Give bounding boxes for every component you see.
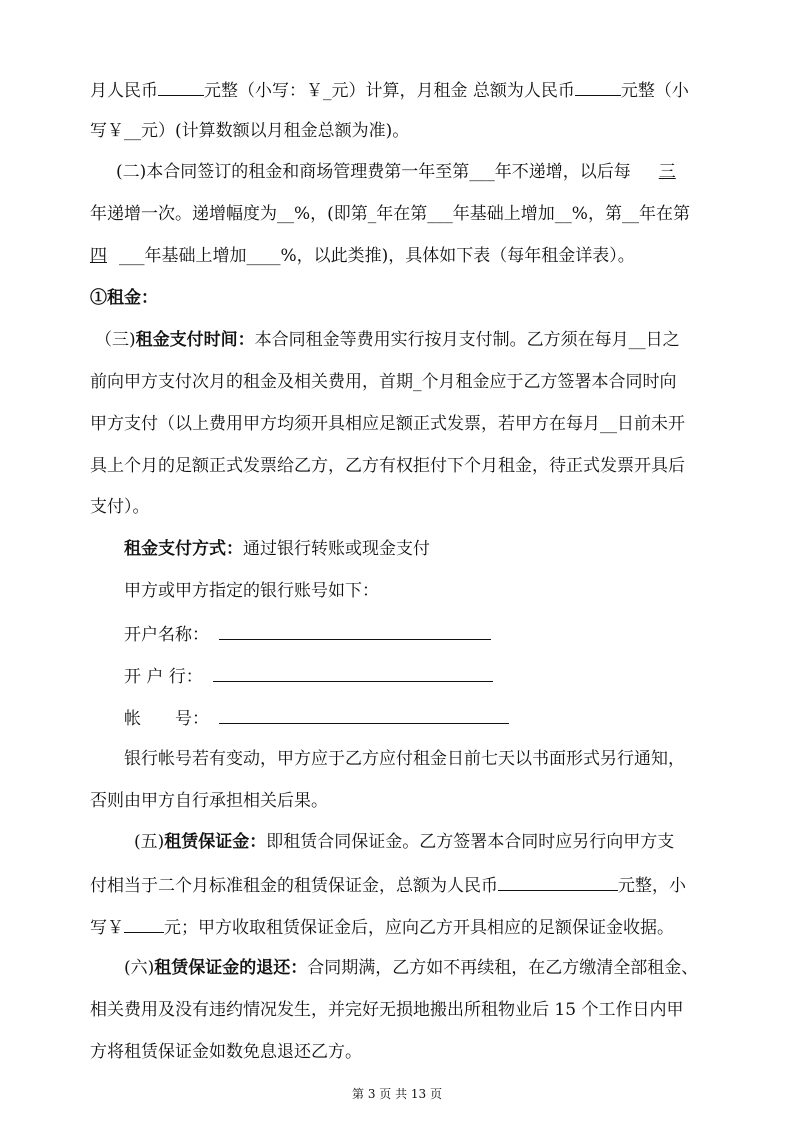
blank-field — [575, 78, 621, 96]
text: （三) — [95, 330, 136, 350]
account-name-label: 开户名称： — [124, 625, 209, 645]
text: 即租赁合同保证金。乙方签署本合同时应另行向甲方支 — [266, 832, 675, 852]
account-number-label: 帐 号： — [124, 709, 209, 729]
text: 元整（小写：￥_元）计算，月租金 总额为人民币 — [204, 81, 575, 101]
text: 合同期满，乙方如不再续租，在乙方缴清全部租金、 — [307, 958, 699, 978]
account-number-blank — [219, 706, 509, 724]
blank-field — [124, 915, 164, 933]
text: 元整，小 — [618, 876, 686, 896]
clause-five-line-2 — [90, 873, 686, 897]
clause-six-line-2: 相关费用及没有违约情况发生，并完好无损地搬出所租物业后 15 个工作日内甲 — [90, 1000, 684, 1020]
clause-three-line-1 — [95, 329, 680, 351]
underlined-value: 三 — [658, 162, 676, 182]
bank-blank — [213, 664, 493, 682]
account-name-row — [124, 622, 491, 646]
text: 元；甲方收取租赁保证金后，应向乙方开具相应的足额保证金收据。 — [164, 918, 674, 938]
account-change-line-1: 银行帐号若有变动，甲方应于乙方应付租金日前七天以书面形式另行通知， — [124, 749, 685, 769]
clause-title: 租金支付方式： — [124, 539, 243, 559]
clause-title: 租赁保证金： — [164, 832, 267, 852]
page-footer: 第 3 页 共 13 页 — [352, 1087, 442, 1101]
clause-title: 租金支付时间： — [135, 330, 255, 350]
text: 元整（小 — [620, 81, 689, 101]
account-number-row — [124, 706, 509, 730]
text: 本合同租金等费用实行按月支付制。乙方须在每月__日之 — [254, 330, 680, 350]
bank-row — [124, 664, 493, 688]
text: (五) — [134, 832, 165, 852]
text: 月人民币 — [90, 81, 158, 101]
clause-title: 租赁保证金的退还： — [154, 958, 308, 978]
clause-two-line-1 — [116, 161, 676, 183]
bank-account-intro: 甲方或甲方指定的银行账号如下： — [124, 581, 379, 601]
account-name-blank — [219, 622, 491, 640]
blank-field — [158, 78, 204, 96]
text: ___年基础上增加____%，以此类推)，具体如下表（每年租金详表）。 — [119, 246, 635, 266]
text: 付相当于二个月标准租金的租赁保证金，总额为人民币 — [90, 876, 498, 896]
payment-method-line — [124, 538, 430, 560]
clause-five-line-1 — [134, 831, 674, 853]
clause-three-line-4: 具上个月的足额正式发票给乙方，乙方有权拒付下个月租金，待正式发票开具后 — [90, 456, 685, 476]
text: 写￥ — [90, 918, 124, 938]
text: (六) — [124, 958, 155, 978]
clause-six-line-3: 方将租赁保证金如数免息退还乙方。 — [90, 1042, 362, 1062]
clause-three-line-2: 前向甲方支付次月的租金及相关费用，首期_个月租金应于乙方签署本合同时向 — [90, 372, 677, 392]
paragraph-line-2: 写￥__元）(计算数额以月租金总额为准)。 — [90, 121, 410, 141]
clause-six-line-1 — [124, 957, 698, 979]
clause-five-line-3 — [90, 915, 674, 939]
clause-two-line-3 — [90, 245, 635, 267]
clause-three-line-3: 甲方支付（以上费用甲方均须开具相应足额正式发票，若甲方在每月__日前未开 — [90, 414, 685, 434]
text: (二)本合同签订的租金和商场管理费第一年至第___年不递增，以后每 — [116, 162, 631, 182]
account-change-line-2: 否则由甲方自行承担相关后果。 — [90, 791, 328, 811]
paragraph-line-1 — [90, 78, 689, 102]
rent-heading: ①租金： — [90, 288, 158, 308]
text: 通过银行转账或现金支付 — [243, 539, 430, 559]
bank-label: 开 户 行： — [124, 667, 203, 687]
clause-two-line-2: 年递增一次。递增幅度为__%，(即第_年在第___年基础上增加__%，第__年在第 — [90, 204, 690, 224]
underlined-value: 四 — [90, 246, 107, 266]
clause-three-line-5: 支付）。 — [90, 497, 150, 517]
blank-field — [498, 873, 618, 891]
